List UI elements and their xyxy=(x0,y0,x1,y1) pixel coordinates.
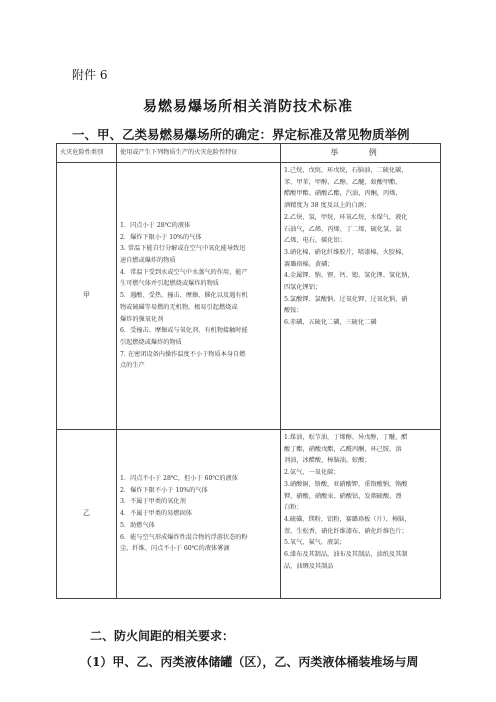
example-line: 酒精度为 38 度及以上的白酒； xyxy=(284,202,371,210)
example-line: 钾，硝酸，硝酸汞、硝酸钴，发烟硫酸，漂 xyxy=(284,492,402,500)
example-line: 5.氯酸钾、氯酸钠，过氧化钾、过氧化钠，硝 xyxy=(284,295,408,303)
attachment-label: 附件 6 xyxy=(72,68,108,82)
feature-line: 2．爆炸下限不小于 10%的气体 xyxy=(120,486,208,494)
category-cell: 甲 xyxy=(57,163,117,430)
document-title: 易燃易爆场所相关消防技术标准 xyxy=(143,99,353,115)
example-line: 3.硝酸铜，铬酸，亚硝酸钾，重铬酸钠，铬酸 xyxy=(284,480,408,488)
feature-line: 5．遇酸、受热、撞击、摩擦、催化以及遇有机 xyxy=(120,292,248,300)
features-cell xyxy=(117,163,281,430)
section-heading-1: 一、甲、乙类易燃易爆场所的确定：界定标准及常见物质举例 xyxy=(72,127,410,142)
hazard-classification-table xyxy=(56,143,441,599)
example-line: 6.漆布及其制品，油布及其制品、油纸及其制 xyxy=(284,551,408,559)
example-line: 品，油绸及其制品 xyxy=(284,562,334,570)
header-category: 火灾危险性类别 xyxy=(57,144,117,163)
header-features: 使用或产生下列物质生产的火灾危险性特征 xyxy=(117,144,281,163)
example-line: 1.煤油，松节油，丁烯醇、异戊醇，丁醚，醋 xyxy=(284,434,408,441)
example-line: 赛璐珞棉，黄磷； xyxy=(284,260,334,268)
feature-line: 4．不属于甲类的易燃固体 xyxy=(120,510,192,518)
feature-line: 生可燃气体并引起燃烧或爆炸的物质 xyxy=(120,280,219,288)
feature-line: 3. 常温下能自行分解或在空气中氧化能导致迅 xyxy=(120,245,246,253)
feature-line: 1．闪点小于 28℃的液体 xyxy=(120,221,191,229)
feature-line: 5．助燃气体 xyxy=(120,521,155,529)
example-line: 3.硝化棉，硝化纤维胶片，喷漆棉，火胶棉， xyxy=(284,248,408,256)
example-line: 白粉； xyxy=(284,504,303,512)
example-line: 萘，生松香，硝化纤维漆布，硝化纤维色片； xyxy=(284,527,408,535)
example-line: 5.氧气，氟气，液氯； xyxy=(284,539,346,547)
example-line: 酸丁酯，硝酸戊酯，乙酰丙酮，环己胺，溶 xyxy=(284,445,402,453)
feature-line: 爆炸的强氧化剂 xyxy=(120,315,164,323)
table-row xyxy=(57,430,441,599)
feature-line: 7. 在密闭设备内操作温度不小于物质本身自燃 xyxy=(120,350,246,358)
section-heading-2: 二、防火间距的相关要求： xyxy=(90,629,235,643)
example-line: 2.氨气、一氧化碳； xyxy=(284,469,340,477)
feature-line: 6．受撞击、摩擦或与氧化剂、有机物接触时能 xyxy=(120,327,248,335)
example-line: 4.金属钾、钠、锂、钙、锶，氢化锂、氢化钠， xyxy=(284,272,414,280)
feature-line: 点的生产 xyxy=(120,362,145,370)
example-line: 酸铵； xyxy=(284,307,303,315)
example-line: 6.赤磷，五硫化二磷，三硫化二磷 xyxy=(284,319,377,327)
table-header-row xyxy=(57,144,441,163)
feature-line: 引起燃烧或爆炸的物质 xyxy=(120,338,182,346)
feature-line: 4．常温下受到水或空气中水蒸气的作用，能产 xyxy=(120,268,248,276)
example-line: 2.乙炔，氢，甲烷，环氧乙烷，水煤气，液化 xyxy=(284,213,408,221)
example-line: 石油气，乙烯、丙烯、丁二烯，硫化氢，氯 xyxy=(284,225,402,233)
header-examples: 举 例 xyxy=(281,144,441,163)
feature-line: 6．能与空气形成爆炸性混合物的浮游状态的粉 xyxy=(120,533,248,541)
examples-cell xyxy=(281,430,441,599)
example-line: 4.硫磺，镁粉，铝粉，赛璐珞板（片），樟脑， xyxy=(284,515,411,523)
feature-line: 尘、纤维、闪点不小于 60℃的液体雾滴 xyxy=(120,545,230,553)
feature-line: 3．不属于甲类的氧化剂 xyxy=(120,498,186,506)
examples-cell xyxy=(281,163,441,430)
example-line: 剂油，冰醋酸，樟脑油，蚁酸； xyxy=(284,457,371,465)
example-line: 醋酸甲酯、硝酸乙酯，汽油，丙酮，丙烯， xyxy=(284,190,402,198)
feature-line: 2．爆炸下限小于 10%的气体 xyxy=(120,233,202,241)
subsection-heading: （1）甲、乙、丙类液体储罐（区），乙、丙类液体桶装堆场与周 xyxy=(80,655,419,669)
table-row xyxy=(57,163,441,430)
feature-line: 物或硫磺等易燃的无机物，极易引起燃烧或 xyxy=(120,303,238,311)
category-cell: 乙 xyxy=(57,430,117,599)
feature-line: 1．闪点不小于 28℃，但小于 60℃的液体 xyxy=(120,475,238,483)
example-line: 苯、甲苯，甲醇、乙醇，乙醚，蚁酸甲酯、 xyxy=(284,178,402,186)
example-line: 四氢化锂铝； xyxy=(284,284,322,292)
feature-line: 速自燃或爆炸的物质 xyxy=(120,257,176,265)
features-cell xyxy=(117,430,281,599)
example-line: 乙烯，电石，碳化铝； xyxy=(284,237,346,245)
example-line: 1.己烷，戊烷，环戊烷，石脑油，二硫化碳， xyxy=(284,167,408,174)
